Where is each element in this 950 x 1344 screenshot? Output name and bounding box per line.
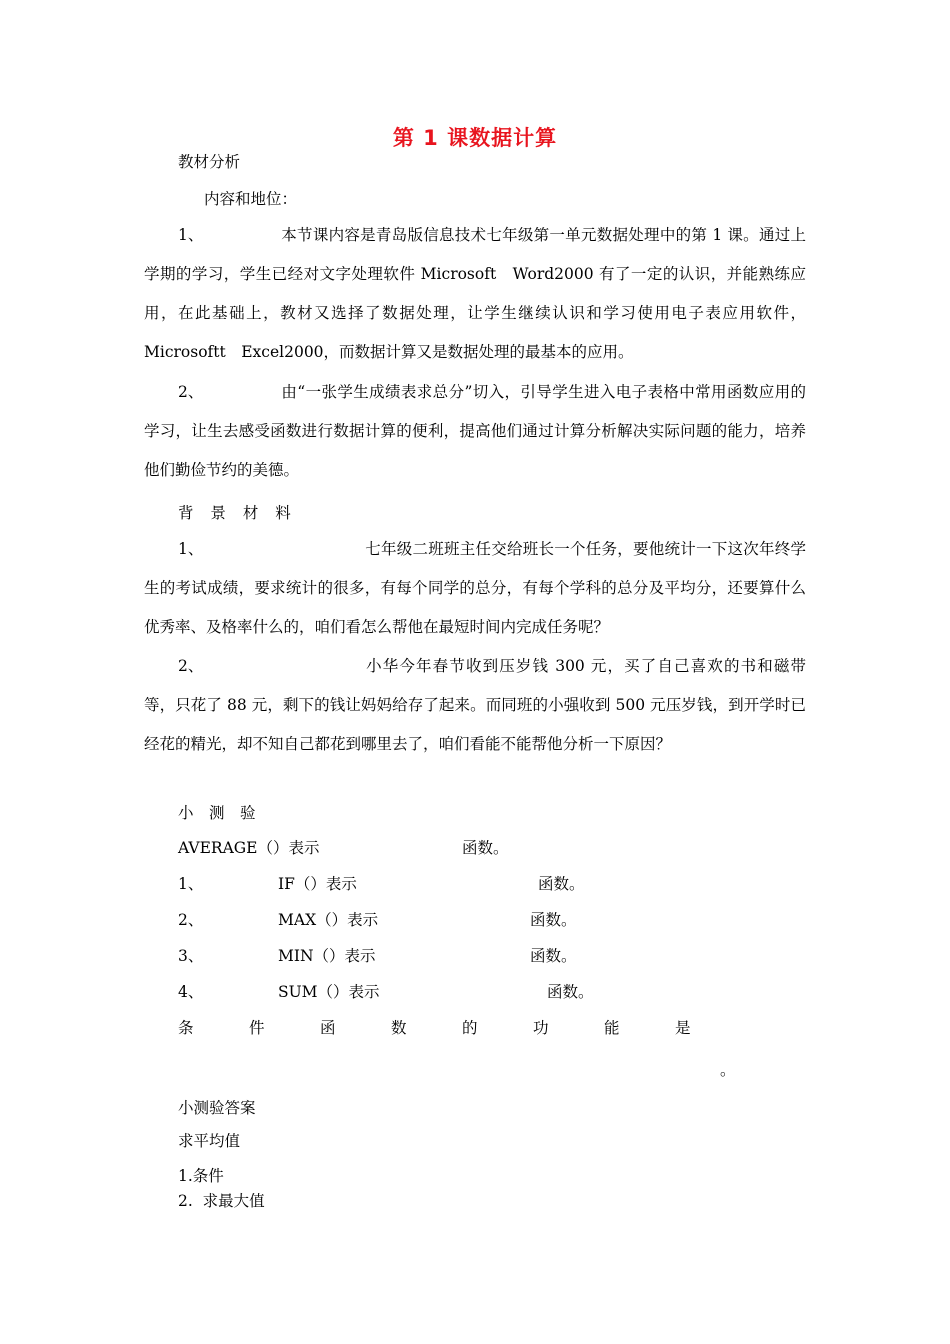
subsection-heading-content: 内容和地位： xyxy=(204,190,298,208)
condition-char: 能 xyxy=(604,1019,620,1037)
condition-char: 条 xyxy=(178,1019,194,1037)
page-title: 第 1 课数据计算 xyxy=(392,126,558,150)
quiz-average-label: AVERAGE（）表示 xyxy=(178,839,320,857)
quiz-item-1-number: 1、 xyxy=(178,875,204,893)
paragraph-2-number: 2、 xyxy=(178,383,204,401)
quiz-item-2-label: MAX（）表示 xyxy=(278,911,379,929)
condition-char: 函 xyxy=(320,1019,336,1037)
quiz-item-3-label: MIN（）表示 xyxy=(278,947,376,965)
quiz-item-3-number: 3、 xyxy=(178,947,204,965)
condition-char: 件 xyxy=(249,1019,265,1037)
paragraph-1-number: 1、 xyxy=(178,226,204,244)
answer-2: 2. 求最大值 xyxy=(178,1192,265,1210)
condition-char: 功 xyxy=(533,1019,549,1037)
quiz-average-suffix: 函数。 xyxy=(462,839,509,857)
condition-char: 数 xyxy=(391,1019,407,1037)
answer-1: 1.条件 xyxy=(178,1167,224,1185)
paragraph-1-text: 本节课内容是青岛版信息技术七年级第一单元数据处理中的第 1 课。通过上学期的学习，学生已经对文字处理软件 Microsoft Word2000 有了一定的认识，并能熟练应用，在此基础上，教材又选择了数据处理，让学生继续认识和学习使用电子表应用软件，Microsoftt Excel2000，而数据计算又是数据处理的最基本的应用。 xyxy=(144,226,806,361)
section-heading-material: 教材分析 xyxy=(178,153,241,171)
quiz-item-1-suffix: 函数。 xyxy=(538,875,585,893)
background-item-2-text: 小华今年春节收到压岁钱 300 元，买了自己喜欢的书和磁带等，只花了 88 元，剩下的钱让妈妈给存了起来。而同班的小强收到 500 元压岁钱，到开学时已经花的精光，却不知自己都花到哪里去了，咱们看能不能帮他分析一下原因？ xyxy=(144,657,806,753)
paragraph-1 xyxy=(144,216,806,372)
background-item-1 xyxy=(144,530,806,647)
quiz-item-2-number: 2、 xyxy=(178,911,204,929)
background-item-2 xyxy=(144,647,806,764)
quiz-item-4-label: SUM（）表示 xyxy=(278,983,380,1001)
quiz-item-3-suffix: 函数。 xyxy=(530,947,577,965)
paragraph-2 xyxy=(144,373,806,490)
condition-char: 是 xyxy=(675,1019,691,1037)
quiz-item-1-label: IF（）表示 xyxy=(278,875,357,893)
background-item-1-text: 七年级二班班主任交给班长一个任务，要他统计一下这次年终学生的考试成绩，要求统计的很多，有每个同学的总分，有每个学科的总分及平均分，还要算什么优秀率、及格率什么的，咱们看怎么帮他在最短时间内完成任务呢？ xyxy=(144,540,806,636)
background-item-2-number: 2、 xyxy=(178,657,204,675)
answers-heading: 小测验答案 xyxy=(178,1099,256,1117)
condition-end-mark: 。 xyxy=(720,1061,736,1079)
condition-char: 的 xyxy=(462,1019,478,1037)
quiz-heading: 小 测 验 xyxy=(178,804,256,822)
background-item-1-number: 1、 xyxy=(178,540,204,558)
paragraph-2-text: 由“一张学生成绩表求总分”切入，引导学生进入电子表格中常用函数应用的学习，让生去感受函数进行数据计算的便利，提高他们通过计算分析解决实际问题的能力，培养他们勤俭节约的美德。 xyxy=(144,383,806,479)
section-heading-background: 背 景 材 料 xyxy=(178,504,297,522)
quiz-item-2-suffix: 函数。 xyxy=(530,911,577,929)
quiz-item-4-suffix: 函数。 xyxy=(547,983,594,1001)
quiz-item-4-number: 4、 xyxy=(178,983,204,1001)
answer-average: 求平均值 xyxy=(178,1132,241,1150)
